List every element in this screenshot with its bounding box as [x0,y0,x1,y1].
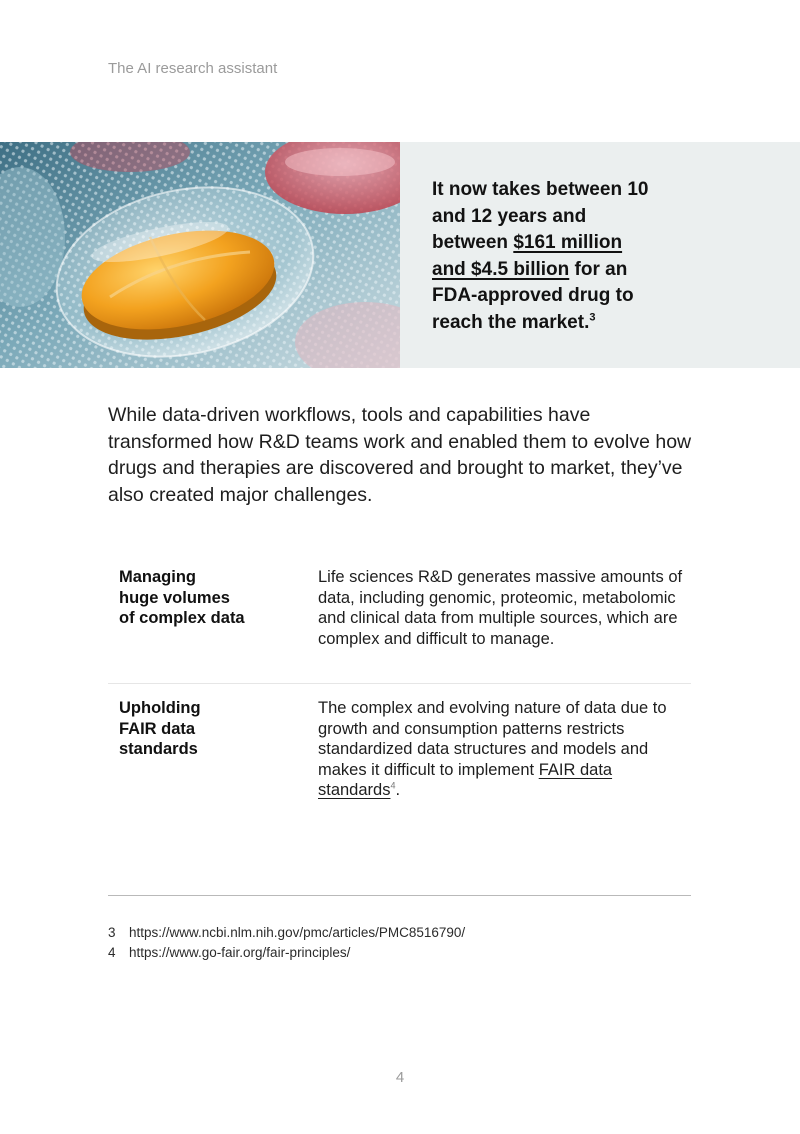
stat-text-before: It now takes between 10 and 12 years and between [432,179,649,253]
challenge-description: Life sciences R&D generates massive amounts of data, including genomic, proteomic, metabolomic and clinical data from multiple sources, which are complex and difficult to manage. [318,568,683,648]
footnotes [108,923,465,962]
running-header: The AI research assistant [108,60,278,77]
term-line: FAIR data [119,719,196,738]
stat-callout-panel [400,142,800,368]
hero-banner [0,142,800,368]
fair-standards-link[interactable]: FAIR data standards [318,760,613,799]
term-line: Managing [119,568,196,586]
footnote-ref-4[interactable]: 4 [390,780,396,791]
stat-callout [432,177,652,336]
pill-blister-image [0,142,400,368]
footnote-ref-3[interactable]: 3 [589,311,596,324]
stat-text-after: for an FDA-approved drug to reach the market. [432,258,634,333]
challenge-description [318,698,690,801]
challenge-term [119,698,289,760]
term-line: of complex data [119,609,245,627]
page-number: 4 [395,1069,405,1086]
footnote-number: 4 [108,944,116,960]
footnote-divider [108,895,691,896]
footnote-number: 3 [108,925,116,940]
description-text: The complex and evolving nature of data due to growth and consumption patterns restricts standardized data structures and models and makes it difficult to implement [318,699,667,779]
term-line: huge volumes [119,588,230,607]
footnote-item [108,943,465,963]
description-end: . [395,781,401,799]
footnote-item [108,923,465,943]
challenge-row-data-volume [108,567,691,684]
term-line: Upholding [119,699,201,717]
challenge-term [119,567,289,629]
term-line: standards [119,740,198,758]
intro-paragraph: While data-driven workflows, tools and capabilities have transformed how R&D teams work and enabled them to evolve how drugs and therapies are discovered and brought to market, they’ve also created major challenges. [108,404,692,506]
footnote-url-link[interactable]: https://www.ncbi.nlm.nih.gov/pmc/articles/PMC8516790/ [129,925,466,940]
stat-cost-link[interactable]: $161 million and $4.5 billion [432,232,623,280]
footnote-url-link[interactable]: https://www.go-fair.org/fair-principles/ [129,944,351,960]
